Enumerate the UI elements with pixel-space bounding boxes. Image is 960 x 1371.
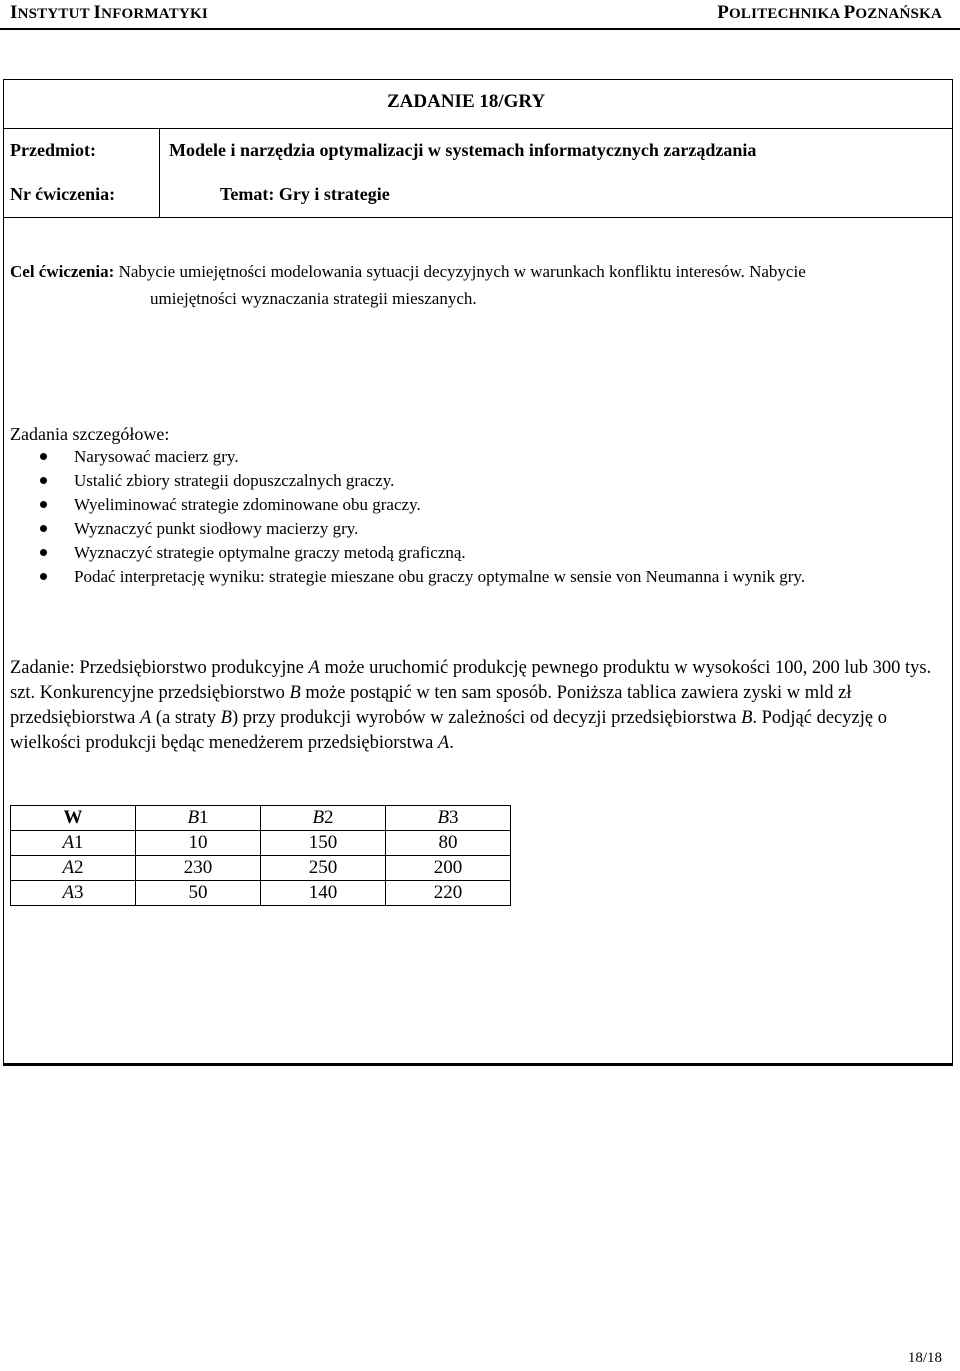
company-a: A [437,733,450,753]
goal-label: Cel ćwiczenia: [10,262,115,281]
row-header [11,831,136,856]
list-item [40,469,805,493]
table-cell: 50 [136,881,261,906]
header-initial: P [717,2,730,23]
bullet-icon [40,525,47,532]
institute-header [10,2,208,24]
list-item-text: Ustalić zbiory strategii dopuszczalnych graczy. [74,471,395,490]
table-row [11,831,511,856]
goal-line-2: umiejętności wyznaczania strategii mieszanych. [150,289,477,308]
header-text: NSTYTUT [17,6,94,22]
column-header-number: 1 [199,807,209,828]
divider [4,217,952,218]
list-item [40,493,805,517]
column-header [136,806,261,831]
list-item-text: Narysować macierz gry. [74,447,239,466]
column-header-number: 3 [449,807,459,828]
table-row [11,881,511,906]
problem-text: . Podjąć decyzję o wielkości produkcji będąc menedżerem przedsiębiorstwa [10,708,887,753]
row-header-letter: A [62,882,75,903]
problem-label: Zadanie: [10,658,75,678]
table-cell: 80 [386,831,511,856]
header-rule [0,28,960,30]
row-header-letter: A [62,857,75,878]
bullet-icon [40,573,47,580]
column-divider [159,128,160,217]
row-header-number: 3 [74,882,84,903]
bullet-icon [40,477,47,484]
table-cell: 10 [136,831,261,856]
problem-text: ) przy produkcji wyrobów w zależności od decyzji przedsiębiorstwa [231,708,742,728]
problem-text: (a straty [151,708,221,728]
row-header-number: 2 [74,857,84,878]
tasks-list [40,445,805,589]
subject-label: Przedmiot: [10,140,96,160]
column-header [261,806,386,831]
subject-value: Modele i narzędzia optymalizacji w systemach informatycznych zarządzania [169,140,757,160]
list-item [40,565,805,589]
row-header-letter: A [62,832,75,853]
problem-text: . [449,733,454,753]
problem-statement [10,656,945,756]
task-title: ZADANIE 18/GRY [387,91,546,112]
problem-text: Przedsiębiorstwo produkcyjne [74,658,309,678]
table-cell: 150 [261,831,386,856]
goal-line-1 [10,262,806,282]
header-text: OZNAŃSKA [855,6,942,22]
topic: Temat: Gry i strategie [220,184,390,204]
problem-text: może postąpić w ten sam sposób. Poniższa tablica zawiera zyski w mld zł przedsiębiorstwa [10,683,852,728]
column-header [386,806,511,831]
column-header-number: 2 [324,807,334,828]
header-text: OLITECHNIKA [729,6,844,22]
bullet-icon [40,501,47,508]
company-b: B [741,708,753,728]
list-item-text: Podać interpretację wyniku: strategie mieszane obu graczy optymalne w sensie von Neumanna i wynik gry. [74,567,806,586]
bullet-icon [40,549,47,556]
table-row [11,856,511,881]
list-item-text: Wyeliminować strategie zdominowane obu graczy. [74,495,421,514]
list-item-text: Wyznaczyć strategie optymalne graczy metodą graficzną. [74,543,466,562]
company-b: B [220,708,232,728]
problem-text: może uruchomić produkcję pewnego produktu w wysokości 100, 200 lub 300 tys. szt. Konkurencyjne przedsiębiorstwo [10,658,932,703]
table-cell: 200 [386,856,511,881]
list-item-text: Wyznaczyć punkt siodłowy macierzy gry. [74,519,359,538]
list-item [40,541,805,565]
column-header-letter: B [437,807,450,828]
column-header-letter: B [187,807,200,828]
university-header [717,2,942,24]
list-item [40,517,805,541]
table-cell: 230 [136,856,261,881]
bullet-icon [40,453,47,460]
exercise-label: Nr ćwiczenia: [10,184,116,204]
company-a: A [308,658,320,678]
row-header [11,881,136,906]
list-item [40,445,805,469]
table-header-row [11,806,511,831]
company-a: A [139,708,152,728]
table-cell: 250 [261,856,386,881]
table-cell: 140 [261,881,386,906]
payoff-matrix [10,805,511,906]
table-cell: 220 [386,881,511,906]
divider [4,128,952,129]
header-text: NFORMATYKI [101,6,208,22]
header-initial: I [10,2,18,23]
header-initial: I [93,2,102,23]
column-header-letter: B [312,807,325,828]
company-b: B [289,683,301,703]
row-header [11,856,136,881]
goal-text: Nabycie umiejętności modelowania sytuacji decyzyjnych w warunkach konfliktu interesów. Nabycie [114,262,806,281]
matrix-corner: W [11,806,136,831]
header-initial: P [843,2,856,23]
row-header-number: 1 [74,832,84,853]
tasks-heading: Zadania szczegółowe: [10,424,170,444]
page-number: 18/18 [907,1350,942,1366]
